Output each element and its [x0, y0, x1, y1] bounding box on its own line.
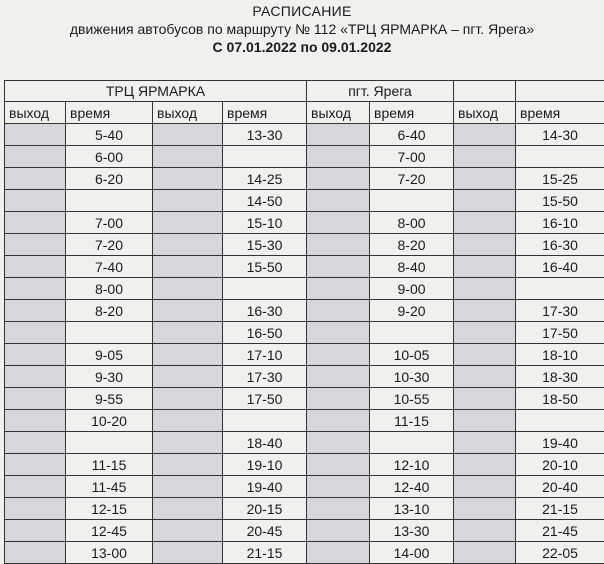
time-cell: 9-30: [66, 366, 153, 388]
time-cell: 9-55: [66, 388, 153, 410]
table-row: [5, 212, 604, 234]
time-cell: 6-40: [370, 124, 454, 146]
exit-cell: [454, 322, 516, 344]
exit-cell: [153, 498, 223, 520]
table-row: [5, 388, 604, 410]
exit-cell: [5, 300, 66, 322]
time-cell: 21-15: [223, 542, 307, 564]
column-header-vremya: время: [223, 102, 307, 124]
exit-cell: [454, 366, 516, 388]
exit-cell: [5, 234, 66, 256]
time-cell: 18-50: [516, 388, 604, 410]
time-cell: 13-30: [370, 520, 454, 542]
table-row: [5, 190, 604, 212]
time-cell: 21-15: [516, 498, 604, 520]
exit-cell: [454, 432, 516, 454]
exit-cell: [153, 168, 223, 190]
exit-cell: [153, 278, 223, 300]
exit-cell: [153, 410, 223, 432]
time-cell: [66, 432, 153, 454]
exit-cell: [307, 388, 370, 410]
time-cell: 20-15: [223, 498, 307, 520]
exit-cell: [153, 520, 223, 542]
time-cell: 9-00: [370, 278, 454, 300]
time-cell: 16-10: [516, 212, 604, 234]
exit-cell: [307, 454, 370, 476]
column-header-vykhod: выход: [307, 102, 370, 124]
time-cell: 9-05: [66, 344, 153, 366]
exit-cell: [153, 212, 223, 234]
time-cell: 11-15: [370, 410, 454, 432]
exit-cell: [307, 322, 370, 344]
time-cell: 19-10: [223, 454, 307, 476]
group-header-yarega: пгт. Ярега: [307, 81, 454, 102]
schedule-table: [4, 80, 604, 564]
exit-cell: [153, 146, 223, 168]
time-cell: 22-05: [516, 542, 604, 564]
time-cell: 10-20: [66, 410, 153, 432]
time-cell: 8-00: [370, 212, 454, 234]
time-cell: 15-25: [516, 168, 604, 190]
table-row: [5, 300, 604, 322]
exit-cell: [153, 300, 223, 322]
time-cell: 5-40: [66, 124, 153, 146]
exit-cell: [5, 146, 66, 168]
table-row: [5, 146, 604, 168]
exit-cell: [307, 432, 370, 454]
exit-cell: [5, 388, 66, 410]
exit-cell: [5, 212, 66, 234]
exit-cell: [307, 256, 370, 278]
column-header-vremya: время: [516, 102, 604, 124]
exit-cell: [454, 234, 516, 256]
route-description: движения автобусов по маршруту № 112 «ТРЦ ЯРМАРКА – пгт. Ярега»: [0, 21, 604, 37]
exit-cell: [5, 476, 66, 498]
table-row: [5, 322, 604, 344]
exit-cell: [5, 520, 66, 542]
column-header-row: [5, 102, 604, 124]
time-cell: 16-40: [516, 256, 604, 278]
exit-cell: [5, 322, 66, 344]
exit-cell: [153, 234, 223, 256]
table-row: [5, 124, 604, 146]
group-header-empty-cell: [516, 81, 604, 102]
time-cell: 11-45: [66, 476, 153, 498]
time-cell: [370, 432, 454, 454]
exit-cell: [454, 520, 516, 542]
time-cell: 8-20: [370, 234, 454, 256]
time-cell: 20-45: [223, 520, 307, 542]
time-cell: 15-50: [516, 190, 604, 212]
time-cell: 18-40: [223, 432, 307, 454]
exit-cell: [454, 212, 516, 234]
exit-cell: [454, 454, 516, 476]
time-cell: 20-10: [516, 454, 604, 476]
exit-cell: [5, 278, 66, 300]
time-cell: 15-50: [223, 256, 307, 278]
exit-cell: [5, 344, 66, 366]
exit-cell: [153, 124, 223, 146]
time-cell: 10-55: [370, 388, 454, 410]
exit-cell: [454, 498, 516, 520]
exit-cell: [5, 256, 66, 278]
time-cell: 12-15: [66, 498, 153, 520]
table-row: [5, 432, 604, 454]
table-row: [5, 256, 604, 278]
exit-cell: [454, 256, 516, 278]
time-cell: [516, 410, 604, 432]
table-row: [5, 520, 604, 542]
column-header-vremya: время: [370, 102, 454, 124]
time-cell: 18-10: [516, 344, 604, 366]
time-cell: 17-30: [516, 300, 604, 322]
exit-cell: [5, 366, 66, 388]
exit-cell: [454, 410, 516, 432]
exit-cell: [153, 366, 223, 388]
exit-cell: [307, 344, 370, 366]
exit-cell: [153, 322, 223, 344]
exit-cell: [307, 212, 370, 234]
time-cell: 17-10: [223, 344, 307, 366]
time-cell: 7-00: [66, 212, 153, 234]
time-cell: 12-40: [370, 476, 454, 498]
table-row: [5, 498, 604, 520]
time-cell: 15-30: [223, 234, 307, 256]
exit-cell: [454, 278, 516, 300]
table-row: [5, 454, 604, 476]
time-cell: 9-20: [370, 300, 454, 322]
time-cell: 11-15: [66, 454, 153, 476]
table-row: [5, 410, 604, 432]
exit-cell: [5, 168, 66, 190]
table-row: [5, 234, 604, 256]
time-cell: [516, 278, 604, 300]
exit-cell: [307, 300, 370, 322]
column-header-vykhod: выход: [5, 102, 66, 124]
time-cell: [66, 190, 153, 212]
exit-cell: [454, 476, 516, 498]
table-row: [5, 344, 604, 366]
time-cell: 14-30: [516, 124, 604, 146]
time-cell: 14-50: [223, 190, 307, 212]
time-cell: 12-10: [370, 454, 454, 476]
exit-cell: [454, 344, 516, 366]
time-cell: 8-00: [66, 278, 153, 300]
column-header-vremya: время: [66, 102, 153, 124]
time-cell: 7-40: [66, 256, 153, 278]
time-cell: 13-00: [66, 542, 153, 564]
time-cell: 6-20: [66, 168, 153, 190]
exit-cell: [5, 542, 66, 564]
exit-cell: [153, 256, 223, 278]
exit-cell: [307, 124, 370, 146]
time-cell: 7-20: [66, 234, 153, 256]
time-cell: [66, 322, 153, 344]
exit-cell: [5, 498, 66, 520]
exit-cell: [5, 454, 66, 476]
time-cell: [370, 322, 454, 344]
exit-cell: [454, 300, 516, 322]
exit-cell: [454, 388, 516, 410]
exit-cell: [307, 476, 370, 498]
time-cell: 16-50: [223, 322, 307, 344]
table-row: [5, 476, 604, 498]
time-cell: [370, 190, 454, 212]
group-header-empty-cell: [454, 81, 516, 102]
table-row: [5, 168, 604, 190]
time-cell: 13-10: [370, 498, 454, 520]
time-cell: 10-05: [370, 344, 454, 366]
time-cell: 10-30: [370, 366, 454, 388]
column-header-vykhod: выход: [153, 102, 223, 124]
exit-cell: [153, 190, 223, 212]
exit-cell: [5, 432, 66, 454]
time-cell: 17-50: [516, 322, 604, 344]
time-cell: 13-30: [223, 124, 307, 146]
time-cell: 16-30: [223, 300, 307, 322]
group-header-trc-yarmarka: ТРЦ ЯРМАРКА: [5, 81, 307, 102]
exit-cell: [454, 190, 516, 212]
time-cell: 17-30: [223, 366, 307, 388]
time-cell: 12-45: [66, 520, 153, 542]
column-header-vykhod: выход: [454, 102, 516, 124]
time-cell: 15-10: [223, 212, 307, 234]
exit-cell: [307, 168, 370, 190]
exit-cell: [307, 234, 370, 256]
time-cell: 14-00: [370, 542, 454, 564]
exit-cell: [307, 498, 370, 520]
time-cell: 18-30: [516, 366, 604, 388]
exit-cell: [153, 432, 223, 454]
exit-cell: [153, 388, 223, 410]
table-row: [5, 542, 604, 564]
exit-cell: [454, 146, 516, 168]
exit-cell: [454, 168, 516, 190]
group-header-row: [5, 81, 604, 102]
exit-cell: [5, 190, 66, 212]
table-row: [5, 278, 604, 300]
time-cell: 14-25: [223, 168, 307, 190]
exit-cell: [153, 454, 223, 476]
document-title: РАСПИСАНИЕ: [0, 3, 604, 19]
validity-dates: С 07.01.2022 по 09.01.2022: [0, 39, 604, 55]
table-row: [5, 366, 604, 388]
time-cell: [223, 146, 307, 168]
exit-cell: [307, 366, 370, 388]
exit-cell: [307, 190, 370, 212]
exit-cell: [5, 410, 66, 432]
exit-cell: [153, 542, 223, 564]
exit-cell: [307, 542, 370, 564]
exit-cell: [307, 278, 370, 300]
exit-cell: [454, 542, 516, 564]
time-cell: 7-20: [370, 168, 454, 190]
exit-cell: [307, 146, 370, 168]
exit-cell: [307, 520, 370, 542]
time-cell: [516, 146, 604, 168]
time-cell: 16-30: [516, 234, 604, 256]
time-cell: 19-40: [516, 432, 604, 454]
time-cell: 19-40: [223, 476, 307, 498]
time-cell: 6-00: [66, 146, 153, 168]
time-cell: 8-40: [370, 256, 454, 278]
exit-cell: [5, 124, 66, 146]
exit-cell: [454, 124, 516, 146]
exit-cell: [153, 476, 223, 498]
exit-cell: [307, 410, 370, 432]
time-cell: [223, 278, 307, 300]
time-cell: 21-45: [516, 520, 604, 542]
time-cell: 20-40: [516, 476, 604, 498]
time-cell: 8-20: [66, 300, 153, 322]
time-cell: 7-00: [370, 146, 454, 168]
exit-cell: [153, 344, 223, 366]
time-cell: [223, 410, 307, 432]
time-cell: 17-50: [223, 388, 307, 410]
